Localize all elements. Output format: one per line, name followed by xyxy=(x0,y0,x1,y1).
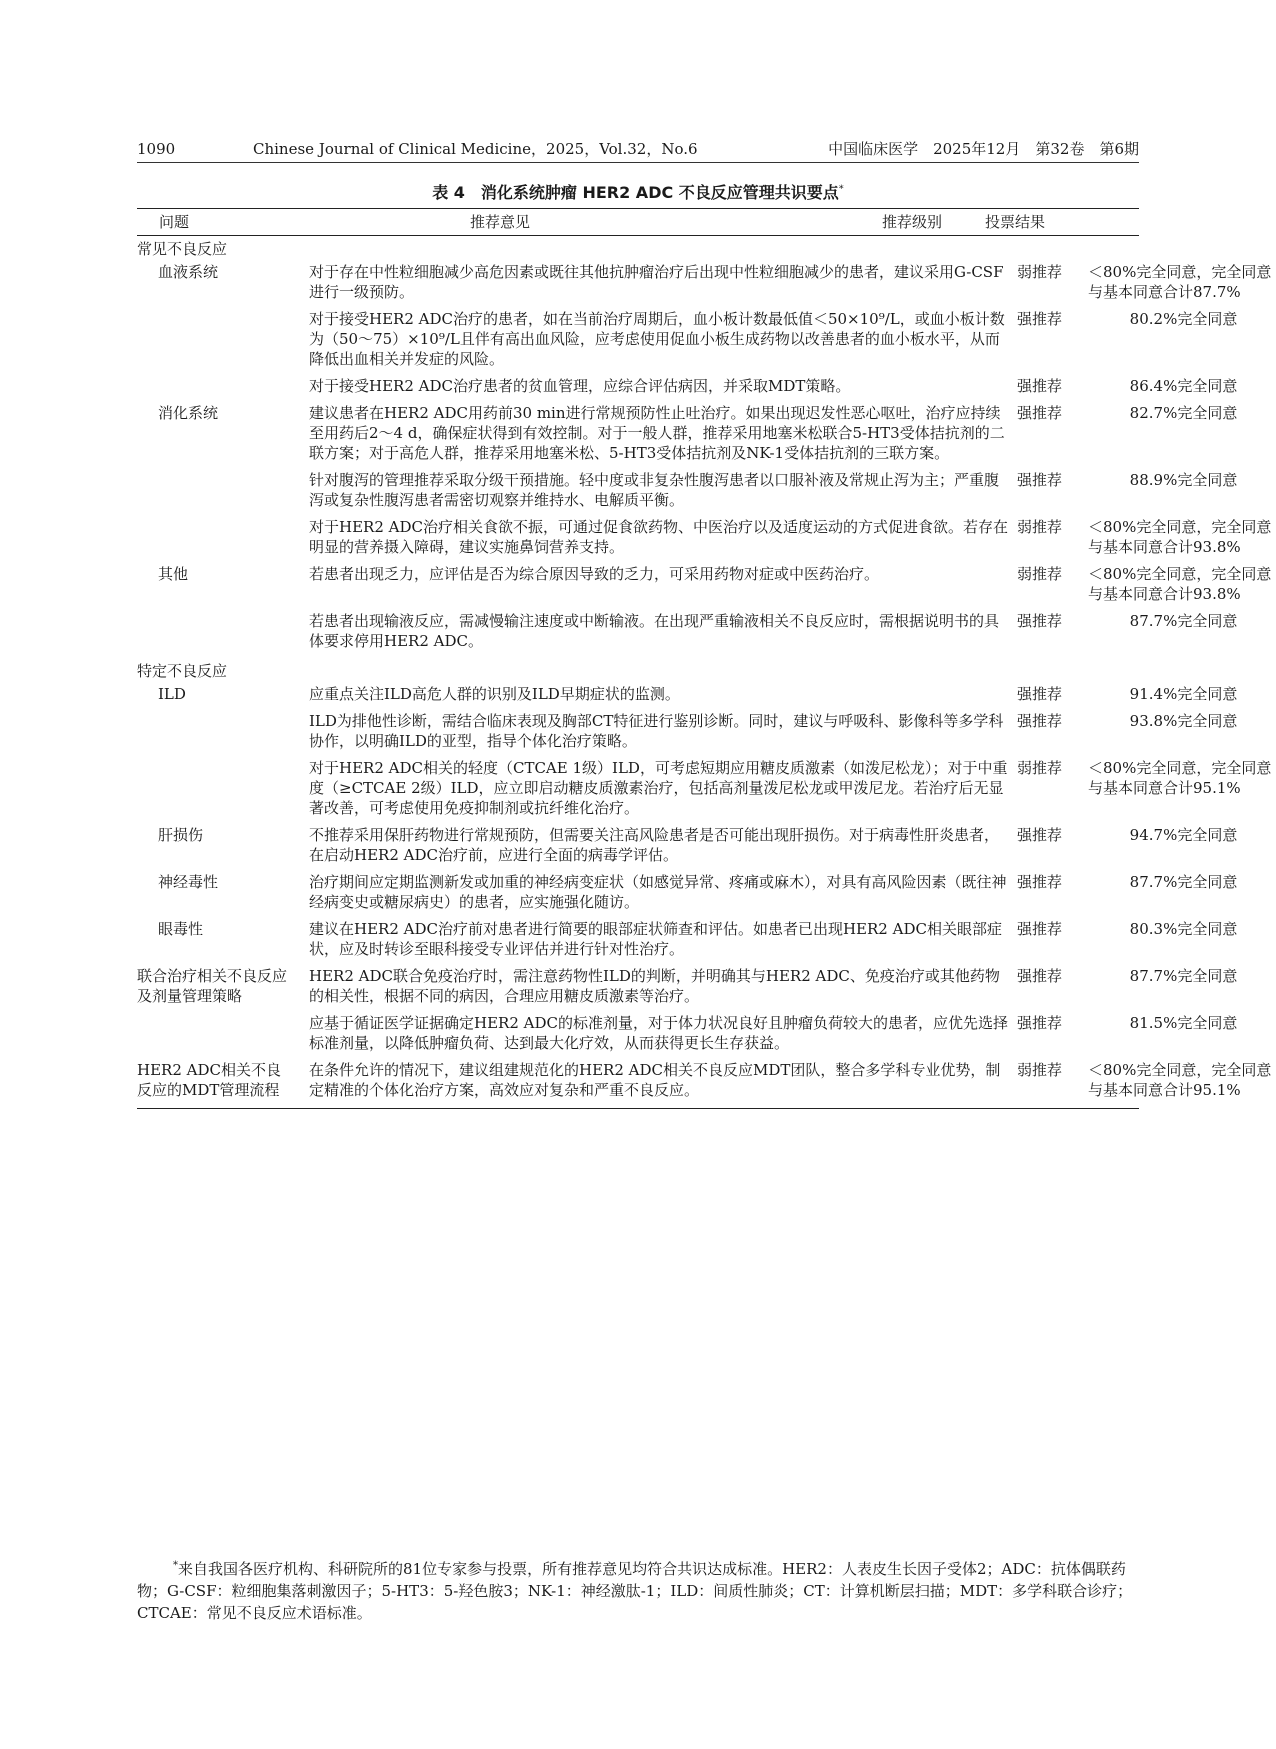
cell-recommendation: 对于HER2 ADC治疗相关食欲不振，可通过促食欲药物、中医治疗以及适度运动的方式促进食欲。若存在明显的营养摄入障碍，建议实施鼻饲营养支持。 xyxy=(309,518,1008,556)
table-row xyxy=(137,684,1238,704)
cell-vote: ＜80%完全同意，完全同意与基本同意合计93.8% xyxy=(1088,518,1272,556)
cell-recommendation: 应重点关注ILD高危人群的识别及ILD早期症状的监测。 xyxy=(309,685,680,703)
header-recommendation: 推荐意见 xyxy=(470,213,531,231)
cell-grade: 强推荐 xyxy=(1017,377,1063,395)
cell-recommendation: 不推荐采用保肝药物进行常规预防，但需要关注高风险患者是否可能出现肝损伤。对于病毒性肝炎患者，在启动HER2 ADC治疗前，应进行全面的病毒学评估。 xyxy=(309,826,1000,864)
cell-recommendation: 建议在HER2 ADC治疗前对患者进行简要的眼部症状筛查和评估。如患者已出现HER2 ADC相关眼部症状，应及时转诊至眼科接受专业评估并进行针对性治疗。 xyxy=(309,920,1002,958)
table-row xyxy=(137,758,1272,818)
cell-vote: 94.7%完全同意 xyxy=(1129,826,1238,844)
cell-vote: 80.3%完全同意 xyxy=(1129,920,1238,938)
cell-recommendation: 对于接受HER2 ADC治疗的患者，如在当前治疗周期后，血小板计数最低值＜50×10⁹/L，或血小板计数为（50～75）×10⁹/L且伴有高出血风险，应考虑使用促血小板生成药物以改善患者的血小板水平，从而降低出血相关并发症的风险。 xyxy=(309,310,1005,368)
cell-issue: HER2 ADC相关不良反应的MDT管理流程 xyxy=(137,1061,281,1099)
cell-vote: 82.7%完全同意 xyxy=(1129,404,1238,422)
cell-issue: 联合治疗相关不良反应及剂量管理策略 xyxy=(137,967,288,1005)
cell-grade: 弱推荐 xyxy=(1017,263,1063,281)
cell-vote: 93.8%完全同意 xyxy=(1129,712,1238,730)
cell-vote: 88.9%完全同意 xyxy=(1129,471,1238,489)
page-number: 1090 xyxy=(137,140,176,158)
cell-issue: 消化系统 xyxy=(158,404,219,422)
table-row xyxy=(137,872,1238,912)
footnote: *来自我国各医疗机构、科研院所的81位专家参与投票，所有推荐意见均符合共识达成标准。HER2：人表皮生长因子受体2；ADC：抗体偶联药物；G-CSF：粒细胞集落刺激因子；5-HT3：5-羟色胺3；NK-1：神经激肽-1；ILD：间质性肺炎；CT：计算机断层扫描；MDT：多学科联合诊疗；CTCAE：常见不良反应术语标准。 xyxy=(137,1560,1133,1622)
cell-recommendation: 对于存在中性粒细胞减少高危因素或既往其他抗肿瘤治疗后出现中性粒细胞减少的患者，建议采用G-CSF进行一级预防。 xyxy=(309,263,1004,301)
group-label: 常见不良反应 xyxy=(137,240,228,258)
cell-issue xyxy=(137,376,289,396)
cell-grade: 强推荐 xyxy=(1017,1014,1063,1032)
cell-grade: 强推荐 xyxy=(1017,826,1063,844)
cell-issue xyxy=(137,470,289,510)
cell-vote: 80.2%完全同意 xyxy=(1129,310,1238,328)
cell-vote: 81.5%完全同意 xyxy=(1129,1014,1238,1032)
cell-recommendation: 在条件允许的情况下，建议组建规范化的HER2 ADC相关不良反应MDT团队，整合多学科专业优势，制定精准的个体化治疗方案，高效应对复杂和严重不良反应。 xyxy=(309,1061,1001,1099)
table-bottom-rule xyxy=(137,1107,1139,1109)
cell-grade: 弱推荐 xyxy=(1017,1061,1063,1079)
cell-recommendation: 建议患者在HER2 ADC用药前30 min进行常规预防性止吐治疗。如果出现迟发性恶心呕吐，治疗应持续至用药后2～4 d，确保症状得到有效控制。对于一般人群，推荐采用地塞米松联合5-HT3受体拮抗剂的二联方案；对于高危人群，推荐采用地塞米松、5-HT3受体拮抗剂及NK-1受体拮抗剂的三联方案。 xyxy=(309,404,1005,462)
cell-issue xyxy=(137,711,289,751)
table-row xyxy=(137,1060,1272,1100)
running-head xyxy=(137,136,1139,163)
cell-grade: 强推荐 xyxy=(1017,685,1063,703)
cell-recommendation: 对于HER2 ADC相关的轻度（CTCAE 1级）ILD，可考虑短期应用糖皮质激素（如泼尼松龙）；对于中重度（≥CTCAE 2级）ILD，应立即启动糖皮质激素治疗，包括高剂量泼尼松龙或甲泼尼龙。若治疗后无显著改善，可考虑使用免疫抑制剂或抗纤维化治疗。 xyxy=(309,759,1008,817)
cell-issue: 眼毒性 xyxy=(158,920,204,938)
cell-vote: ＜80%完全同意，完全同意与基本同意合计87.7% xyxy=(1088,263,1272,301)
cell-issue xyxy=(137,758,289,818)
cell-grade: 强推荐 xyxy=(1017,310,1063,328)
cell-recommendation: 针对腹泻的管理推荐采取分级干预措施。轻中度或非复杂性腹泻患者以口服补液及常规止泻为主；严重腹泻或复杂性腹泻患者需密切观察并维持水、电解质平衡。 xyxy=(309,471,1000,509)
cell-grade: 强推荐 xyxy=(1017,712,1063,730)
table-row xyxy=(137,611,1238,651)
cell-grade: 强推荐 xyxy=(1017,920,1063,938)
table-row xyxy=(137,564,1272,604)
cell-issue: 神经毒性 xyxy=(158,873,219,891)
cell-vote: 91.4%完全同意 xyxy=(1129,685,1238,703)
cell-grade: 强推荐 xyxy=(1017,404,1063,422)
table-row xyxy=(137,309,1238,369)
table-row xyxy=(137,517,1272,557)
header-vote: 投票结果 xyxy=(985,213,1046,231)
cell-recommendation: 对于接受HER2 ADC治疗患者的贫血管理，应综合评估病因，并采取MDT策略。 xyxy=(309,377,851,395)
table-row xyxy=(137,403,1238,463)
table-row xyxy=(137,966,1238,1006)
cell-vote: 87.7%完全同意 xyxy=(1129,612,1238,630)
cell-issue: 肝损伤 xyxy=(158,826,204,844)
cell-grade: 强推荐 xyxy=(1017,873,1063,891)
table-row xyxy=(137,376,1238,396)
table-row xyxy=(137,711,1238,751)
cell-recommendation: 应基于循证医学证据确定HER2 ADC的标准剂量，对于体力状况良好且肿瘤负荷较大的患者，应优先选择标准剂量，以降低肿瘤负荷、达到最大化疗效，从而获得更长生存获益。 xyxy=(309,1014,1008,1052)
title-footnote-mark: * xyxy=(838,183,844,195)
header-issue: 问题 xyxy=(159,213,190,231)
cell-grade: 强推荐 xyxy=(1017,612,1063,630)
table-row xyxy=(137,825,1238,865)
table-row xyxy=(137,919,1238,959)
cell-grade: 弱推荐 xyxy=(1017,759,1063,777)
footnote-mark: * xyxy=(173,1560,178,1571)
table-row xyxy=(137,262,1272,302)
cell-issue xyxy=(137,1013,289,1053)
cell-grade: 强推荐 xyxy=(1017,471,1063,489)
cell-issue xyxy=(137,517,289,557)
cell-issue xyxy=(137,611,289,651)
cell-issue: 血液系统 xyxy=(158,263,219,281)
group-label: 特定不良反应 xyxy=(137,662,228,680)
cell-grade: 弱推荐 xyxy=(1017,518,1063,536)
journal-name-cn: 中国临床医学 2025年12月 第32卷 第6期 xyxy=(828,140,1139,158)
cell-issue: ILD xyxy=(158,685,186,703)
table-header xyxy=(137,208,1139,236)
cell-recommendation: HER2 ADC联合免疫治疗时，需注意药物性ILD的判断，并明确其与HER2 ADC、免疫治疗或其他药物的相关性，根据不同的病因，合理应用糖皮质激素等治疗。 xyxy=(309,967,1000,1005)
table-title: 表 4 消化系统肿瘤 HER2 ADC 不良反应管理共识要点* xyxy=(432,183,844,202)
cell-recommendation: 治疗期间应定期监测新发或加重的神经病变症状（如感觉异常、疼痛或麻木），对具有高风险因素（既往神经病变史或糖尿病史）的患者，应实施强化随访。 xyxy=(309,873,1007,911)
cell-vote: 87.7%完全同意 xyxy=(1129,967,1238,985)
cell-issue xyxy=(137,309,289,369)
cell-vote: ＜80%完全同意，完全同意与基本同意合计95.1% xyxy=(1088,1061,1272,1099)
cell-vote: ＜80%完全同意，完全同意与基本同意合计93.8% xyxy=(1088,565,1272,603)
table-row xyxy=(137,470,1238,510)
cell-vote: 86.4%完全同意 xyxy=(1129,377,1238,395)
cell-recommendation: ILD为排他性诊断，需结合临床表现及胸部CT特征进行鉴别诊断。同时，建议与呼吸科、影像科等多学科协作，以明确ILD的亚型，指导个体化治疗策略。 xyxy=(309,712,1004,750)
cell-recommendation: 若患者出现输液反应，需减慢输注速度或中断输液。在出现严重输液相关不良反应时，需根据说明书的具体要求停用HER2 ADC。 xyxy=(309,612,1000,650)
cell-grade: 强推荐 xyxy=(1017,967,1063,985)
journal-name-en: Chinese Journal of Clinical Medicine，2025，Vol.32，No.6 xyxy=(253,140,698,158)
cell-issue: 其他 xyxy=(158,565,189,583)
header-grade: 推荐级别 xyxy=(882,213,943,231)
cell-vote: ＜80%完全同意，完全同意与基本同意合计95.1% xyxy=(1088,759,1272,797)
cell-vote: 87.7%完全同意 xyxy=(1129,873,1238,891)
consensus-table xyxy=(137,208,1272,1109)
cell-grade: 弱推荐 xyxy=(1017,565,1063,583)
table-body xyxy=(137,236,1272,1100)
table-row xyxy=(137,1013,1238,1053)
cell-recommendation: 若患者出现乏力，应评估是否为综合原因导致的乏力，可采用药物对症或中医药治疗。 xyxy=(309,565,880,583)
